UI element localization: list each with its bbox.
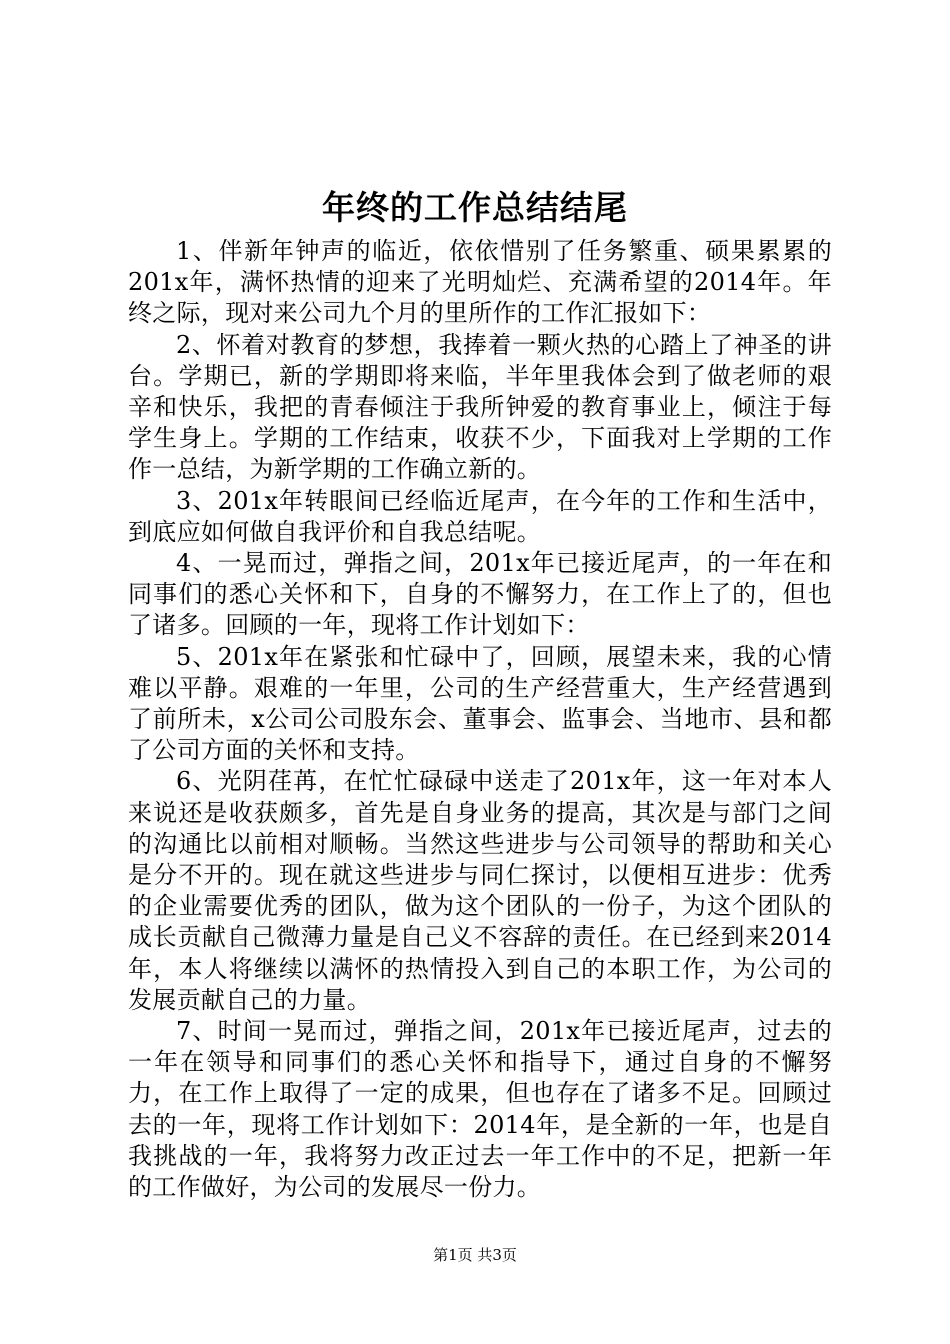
paragraph-1: 1、伴新年钟声的临近，依依惜别了任务繁重、硕果累累的201x年，满怀热情的迎来了光明灿烂、充满希望的2014年。年终之际，现对来公司九个月的里所作的工作汇报如下： — [128, 237, 832, 328]
paragraph-5: 5、201x年在紧张和忙碌中了，回顾，展望未来，我的心情难以平静。艰难的一年里，公司的生产经营重大，生产经营遇到了前所未，x公司公司股东会、董事会、监事会、当地市、县和都了公司方面的关怀和支持。 — [128, 642, 832, 765]
paragraph-3: 3、201x年转眼间已经临近尾声，在今年的工作和生活中，到底应如何做自我评价和自我总结呢。 — [128, 486, 832, 546]
paragraph-2: 2、怀着对教育的梦想，我捧着一颗火热的心踏上了神圣的讲台。学期已，新的学期即将来临，半年里我体会到了做老师的艰辛和快乐，我把的青春倾注于我所钟爱的教育事业上，倾注于每学生身上。学期的工作结束，收获不少，下面我对上学期的工作作一总结，为新学期的工作确立新的。 — [128, 330, 832, 484]
page-footer: 第1页 共3页 — [433, 1246, 517, 1264]
paragraph-7: 7、时间一晃而过，弹指之间，201x年已接近尾声，过去的一年在领导和同事们的悉心关怀和指导下，通过自身的不懈努力，在工作上取得了一定的成果，但也存在了诸多不足。回顾过去的一年，现将工作计划如下：2014年，是全新的一年，也是自我挑战的一年，我将努力改正过去一年工作中的不足，把新一年的工作做好，为公司的发展尽一份力。 — [128, 1017, 832, 1202]
paragraph-4: 4、一晃而过，弹指之间，201x年已接近尾声，的一年在和同事们的悉心关怀和下，自身的不懈努力，在工作上了的，但也了诸多。回顾的一年，现将工作计划如下： — [128, 549, 832, 640]
document-title: 年终的工作总结结尾 — [322, 188, 628, 227]
paragraph-6: 6、光阴荏苒，在忙忙碌碌中送走了201x年，这一年对本人来说还是收获颇多，首先是自身业务的提高，其次是与部门之间的沟通比以前相对顺畅。当然这些进步与公司领导的帮助和关心是分不开的。现在就这些进步与同仁探讨，以便相互进步：优秀的企业需要优秀的团队，做为这个团队的一份子，为这个团队的成长贡献自己微薄力量是自己义不容辞的责任。在已经到来2014年，本人将继续以满怀的热情投入到自己的本职工作，为公司的发展贡献自己的力量。 — [128, 767, 832, 1014]
document-body — [128, 236, 832, 1203]
